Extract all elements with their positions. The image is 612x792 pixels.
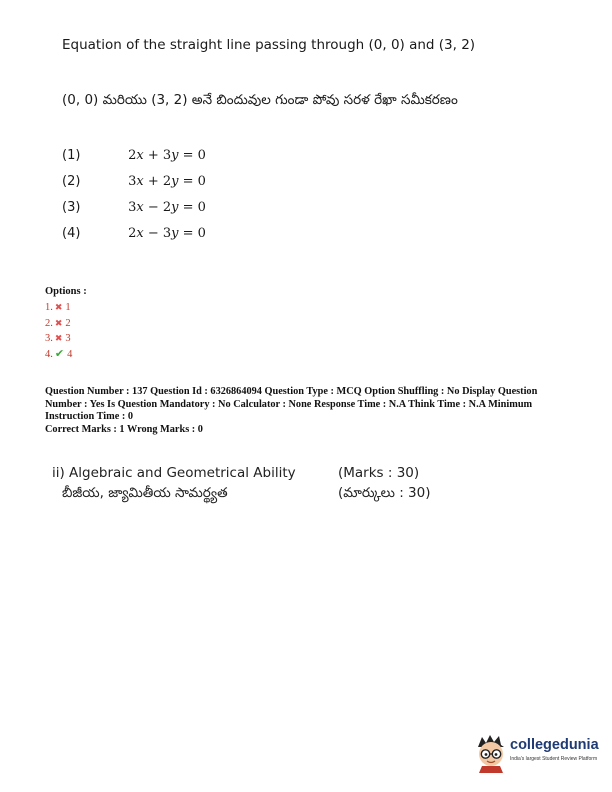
question-telugu: (0, 0) మరియు (3, 2) అనే బిందువుల గుండా పోవు సరళ రేఖా సమీకరణం	[62, 92, 458, 108]
question-meta	[45, 386, 575, 436]
mascot-icon	[474, 733, 508, 773]
section-marks-english: (Marks : 30)	[338, 465, 420, 481]
choice-3	[62, 200, 282, 215]
choice-2	[62, 174, 282, 189]
question-english: Equation of the straight line passing through (0, 0) and (3, 2)	[62, 37, 476, 53]
option-index: 2.	[45, 317, 53, 329]
option-3	[45, 331, 87, 347]
cross-icon: ✖	[54, 317, 63, 328]
options-list	[45, 286, 87, 362]
option-index: 1.	[45, 302, 53, 313]
choice-equation: 2𝑥 − 3𝑦 = 0	[128, 226, 206, 241]
brand-tagline: India's largest Student Review Platform	[510, 756, 598, 762]
option-value: 3	[65, 333, 71, 344]
collegedunia-logo	[474, 733, 604, 773]
choice-number: (3)	[62, 200, 81, 215]
check-icon: ✔	[54, 347, 65, 360]
option-value: 2	[65, 317, 71, 329]
option-2	[45, 316, 87, 332]
option-1	[45, 300, 87, 316]
choice-4	[62, 226, 282, 241]
question-marks: Correct Marks : 1 Wrong Marks : 0	[45, 423, 203, 435]
cross-icon: ✖	[54, 302, 63, 312]
option-value: 4	[67, 348, 73, 360]
choice-number: (4)	[62, 226, 81, 241]
choice-equation: 2𝑥 + 3𝑦 = 0	[128, 148, 206, 163]
section-title-telugu: బీజీయ, జ్యామితీయ సామర్థ్యత	[62, 485, 228, 501]
section-marks-telugu: (మార్కులు : 30)	[338, 485, 431, 501]
choice-number: (2)	[62, 174, 81, 189]
option-4	[45, 347, 87, 363]
brand-name: collegedunia	[510, 737, 599, 753]
cross-icon: ✖	[54, 333, 63, 343]
choice-1	[62, 148, 282, 163]
option-index: 4.	[45, 348, 53, 360]
section-title-english: ii) Algebraic and Geometrical Ability	[52, 465, 296, 481]
options-heading: Options :	[45, 286, 87, 297]
option-index: 3.	[45, 333, 53, 344]
choice-number: (1)	[62, 148, 81, 163]
choice-equation: 3𝑥 − 2𝑦 = 0	[128, 200, 206, 215]
option-value: 1	[65, 302, 71, 313]
choice-equation: 3𝑥 + 2𝑦 = 0	[128, 174, 206, 189]
question-meta-details: Question Number : 137 Question Id : 6326864094 Question Type : MCQ Option Shuffling : No Display Question Number : Yes Is Question Mandatory : No Calculator : None Response Time : N.A Think Time : N.A Minimum Instruction Time : 0	[45, 386, 538, 423]
